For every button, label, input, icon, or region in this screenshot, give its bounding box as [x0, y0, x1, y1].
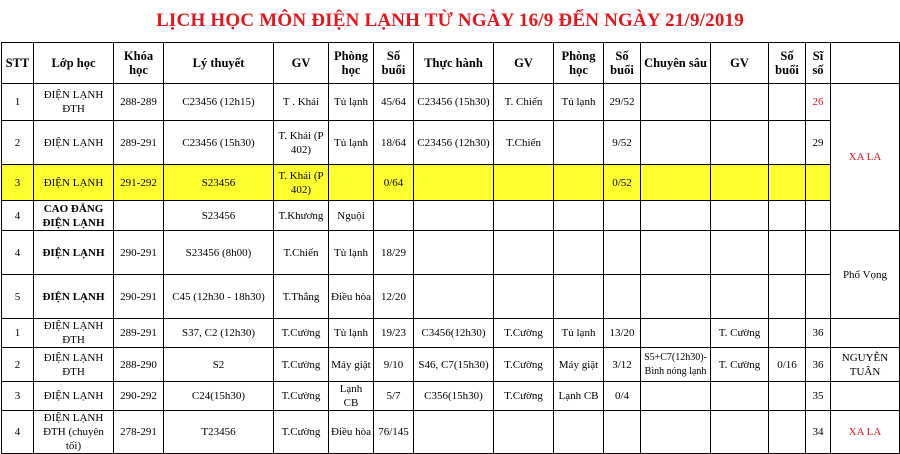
header-cell: GV [274, 43, 329, 84]
table-row [2, 319, 900, 348]
sessions-cell: 12/20 [374, 275, 414, 319]
room-cell: Điều hòa [329, 275, 374, 319]
specialized-teacher-cell [711, 275, 769, 319]
theory-cell: C45 (12h30 - 18h30) [164, 275, 274, 319]
practice-sessions-cell: 29/52 [604, 84, 641, 121]
specialized-cell [641, 382, 711, 411]
theory-cell: T23456 [164, 411, 274, 454]
specialized-sessions-cell [769, 411, 806, 454]
practice-teacher-cell [494, 275, 554, 319]
table-row [2, 382, 900, 411]
table-row [2, 231, 900, 275]
practice-cell [414, 231, 494, 275]
teacher-cell: T.Cường [274, 411, 329, 454]
class-cell: ĐIỆN LẠNH [34, 165, 114, 201]
teacher-cell: T.Cường [274, 319, 329, 348]
class-size-cell: 26 [806, 84, 831, 121]
location-cell: NGUYỄN TUÂN [831, 348, 900, 382]
class-cell: CAO ĐẲNG ĐIỆN LẠNH [34, 201, 114, 231]
practice-teacher-cell: T.Chiến [494, 121, 554, 165]
location-cell: Phố Vọng [831, 231, 900, 319]
class-size-cell [806, 231, 831, 275]
practice-cell: C356(15h30) [414, 382, 494, 411]
class-cell: ĐIỆN LẠNH [34, 382, 114, 411]
specialized-sessions-cell [769, 275, 806, 319]
practice-sessions-cell: 0/52 [604, 165, 641, 201]
class-cell: ĐIỆN LẠNH ĐTH [34, 348, 114, 382]
table-row [2, 348, 900, 382]
practice-room-cell [554, 165, 604, 201]
specialized-teacher-cell [711, 121, 769, 165]
teacher-cell: T. Khải (P 402) [274, 165, 329, 201]
specialized-teacher-cell [711, 84, 769, 121]
sessions-cell: 76/145 [374, 411, 414, 454]
header-cell: Lớp học [34, 43, 114, 84]
practice-room-cell [554, 201, 604, 231]
practice-sessions-cell [604, 231, 641, 275]
specialized-cell [641, 275, 711, 319]
class-cell: ĐIỆN LẠNH ĐTH [34, 84, 114, 121]
header-cell: Lý thuyết [164, 43, 274, 84]
class-size-cell: 36 [806, 348, 831, 382]
room-cell [329, 165, 374, 201]
table-row [2, 121, 900, 165]
specialized-cell: S5+C7(12h30)- Bình nóng lạnh [641, 348, 711, 382]
location-cell [831, 319, 900, 348]
specialized-teacher-cell: T. Cường [711, 319, 769, 348]
header-cell: Số buổi [769, 43, 806, 84]
theory-cell: C23456 (12h15) [164, 84, 274, 121]
course-cell: 289-291 [114, 121, 164, 165]
practice-cell: C23456 (15h30) [414, 84, 494, 121]
specialized-teacher-cell [711, 382, 769, 411]
header-cell: GV [494, 43, 554, 84]
practice-teacher-cell: T.Cường [494, 319, 554, 348]
specialized-sessions-cell [769, 201, 806, 231]
room-cell: Tủ lạnh [329, 84, 374, 121]
class-size-cell: 29 [806, 121, 831, 165]
class-cell: ĐIỆN LẠNH [34, 231, 114, 275]
specialized-teacher-cell [711, 411, 769, 454]
table-row [2, 84, 900, 121]
specialized-cell [641, 165, 711, 201]
header-cell: GV [711, 43, 769, 84]
table-row [2, 411, 900, 454]
room-cell: Tủ lạnh [329, 231, 374, 275]
header-cell: STT [2, 43, 34, 84]
sessions-cell: 0/64 [374, 165, 414, 201]
specialized-sessions-cell [769, 382, 806, 411]
practice-room-cell: Tủ lạnh [554, 84, 604, 121]
practice-sessions-cell [604, 275, 641, 319]
location-cell: XA LA [831, 411, 900, 454]
class-cell: ĐIỆN LẠNH [34, 121, 114, 165]
practice-cell: C3456(12h30) [414, 319, 494, 348]
location-cell [831, 382, 900, 411]
header-cell [831, 43, 900, 84]
practice-sessions-cell: 13/20 [604, 319, 641, 348]
practice-cell: C23456 (12h30) [414, 121, 494, 165]
practice-sessions-cell: 9/52 [604, 121, 641, 165]
specialized-sessions-cell [769, 231, 806, 275]
teacher-cell: T.Khương [274, 201, 329, 231]
class-size-cell: 34 [806, 411, 831, 454]
theory-cell: S23456 [164, 165, 274, 201]
stt-cell: 3 [2, 165, 34, 201]
practice-room-cell [554, 411, 604, 454]
specialized-teacher-cell: T. Cường [711, 348, 769, 382]
specialized-sessions-cell [769, 165, 806, 201]
stt-cell: 3 [2, 382, 34, 411]
specialized-cell [641, 231, 711, 275]
header-row [2, 43, 900, 84]
practice-teacher-cell [494, 411, 554, 454]
specialized-cell [641, 201, 711, 231]
practice-teacher-cell: T.Cường [494, 382, 554, 411]
sessions-cell: 18/29 [374, 231, 414, 275]
stt-cell: 2 [2, 348, 34, 382]
course-cell: 288-290 [114, 348, 164, 382]
sessions-cell: 9/10 [374, 348, 414, 382]
stt-cell: 4 [2, 231, 34, 275]
stt-cell: 1 [2, 84, 34, 121]
room-cell: Tủ lạnh [329, 121, 374, 165]
practice-cell [414, 165, 494, 201]
theory-cell: C24(15h30) [164, 382, 274, 411]
class-size-cell [806, 275, 831, 319]
theory-cell: S37, C2 (12h30) [164, 319, 274, 348]
teacher-cell: T. Khải (P 402) [274, 121, 329, 165]
sessions-cell [374, 201, 414, 231]
practice-sessions-cell [604, 411, 641, 454]
practice-room-cell: Lạnh CB [554, 382, 604, 411]
class-cell: ĐIỆN LẠNH ĐTH [34, 319, 114, 348]
table-row [2, 201, 900, 231]
class-cell: ĐIỆN LẠNH [34, 275, 114, 319]
practice-room-cell [554, 275, 604, 319]
room-cell: Máy giặt [329, 348, 374, 382]
header-cell: Sĩ số [806, 43, 831, 84]
room-cell: Điều hòa [329, 411, 374, 454]
specialized-cell [641, 411, 711, 454]
specialized-cell [641, 121, 711, 165]
header-cell: Khóa học [114, 43, 164, 84]
sessions-cell: 5/7 [374, 382, 414, 411]
room-cell: Nguội [329, 201, 374, 231]
practice-room-cell [554, 231, 604, 275]
stt-cell: 4 [2, 201, 34, 231]
table-row [2, 165, 900, 201]
sessions-cell: 18/64 [374, 121, 414, 165]
schedule-table [1, 42, 900, 454]
practice-teacher-cell [494, 165, 554, 201]
class-cell: ĐIỆN LẠNH ĐTH (chuyên tối) [34, 411, 114, 454]
room-cell: Tủ lạnh [329, 319, 374, 348]
header-cell: Số buổi [604, 43, 641, 84]
course-cell: 290-292 [114, 382, 164, 411]
header-cell: Thực hành [414, 43, 494, 84]
stt-cell: 5 [2, 275, 34, 319]
course-cell: 278-291 [114, 411, 164, 454]
page-title: LỊCH HỌC MÔN ĐIỆN LẠNH TỪ NGÀY 16/9 ĐẾN NGÀY 21/9/2019 [156, 10, 744, 31]
teacher-cell: T.Cường [274, 382, 329, 411]
practice-cell: S46, C7(15h30) [414, 348, 494, 382]
theory-cell: S2 [164, 348, 274, 382]
specialized-teacher-cell [711, 231, 769, 275]
practice-teacher-cell [494, 231, 554, 275]
stt-cell: 2 [2, 121, 34, 165]
header-cell: Chuyên sâu [641, 43, 711, 84]
specialized-sessions-cell [769, 84, 806, 121]
class-size-cell [806, 165, 831, 201]
practice-teacher-cell [494, 201, 554, 231]
course-cell [114, 201, 164, 231]
header-cell: Phòng học [329, 43, 374, 84]
table-row [2, 275, 900, 319]
practice-sessions-cell [604, 201, 641, 231]
class-size-cell: 35 [806, 382, 831, 411]
room-cell: Lạnh CB [329, 382, 374, 411]
course-cell: 290-291 [114, 231, 164, 275]
sessions-cell: 19/23 [374, 319, 414, 348]
course-cell: 290-291 [114, 275, 164, 319]
practice-sessions-cell: 3/12 [604, 348, 641, 382]
teacher-cell: T.Cường [274, 348, 329, 382]
stt-cell: 4 [2, 411, 34, 454]
course-cell: 291-292 [114, 165, 164, 201]
theory-cell: S23456 (8h00) [164, 231, 274, 275]
location-cell: XA LA [831, 84, 900, 231]
stt-cell: 1 [2, 319, 34, 348]
specialized-cell [641, 84, 711, 121]
practice-cell [414, 201, 494, 231]
course-cell: 289-291 [114, 319, 164, 348]
practice-room-cell [554, 121, 604, 165]
theory-cell: S23456 [164, 201, 274, 231]
specialized-sessions-cell [769, 319, 806, 348]
practice-cell [414, 275, 494, 319]
specialized-cell [641, 319, 711, 348]
practice-teacher-cell: T. Chiến [494, 84, 554, 121]
practice-sessions-cell: 0/4 [604, 382, 641, 411]
class-size-cell: 36 [806, 319, 831, 348]
specialized-teacher-cell [711, 201, 769, 231]
header-cell: Số buổi [374, 43, 414, 84]
course-cell: 288-289 [114, 84, 164, 121]
header-cell: Phòng học [554, 43, 604, 84]
practice-room-cell: Tủ lạnh [554, 319, 604, 348]
specialized-teacher-cell [711, 165, 769, 201]
teacher-cell: T.Thắng [274, 275, 329, 319]
teacher-cell: T.Chiến [274, 231, 329, 275]
specialized-sessions-cell [769, 121, 806, 165]
theory-cell: C23456 (15h30) [164, 121, 274, 165]
class-size-cell [806, 201, 831, 231]
sessions-cell: 45/64 [374, 84, 414, 121]
practice-cell [414, 411, 494, 454]
practice-room-cell: Máy giặt [554, 348, 604, 382]
teacher-cell: T . Khải [274, 84, 329, 121]
practice-teacher-cell: T.Cường [494, 348, 554, 382]
specialized-sessions-cell: 0/16 [769, 348, 806, 382]
